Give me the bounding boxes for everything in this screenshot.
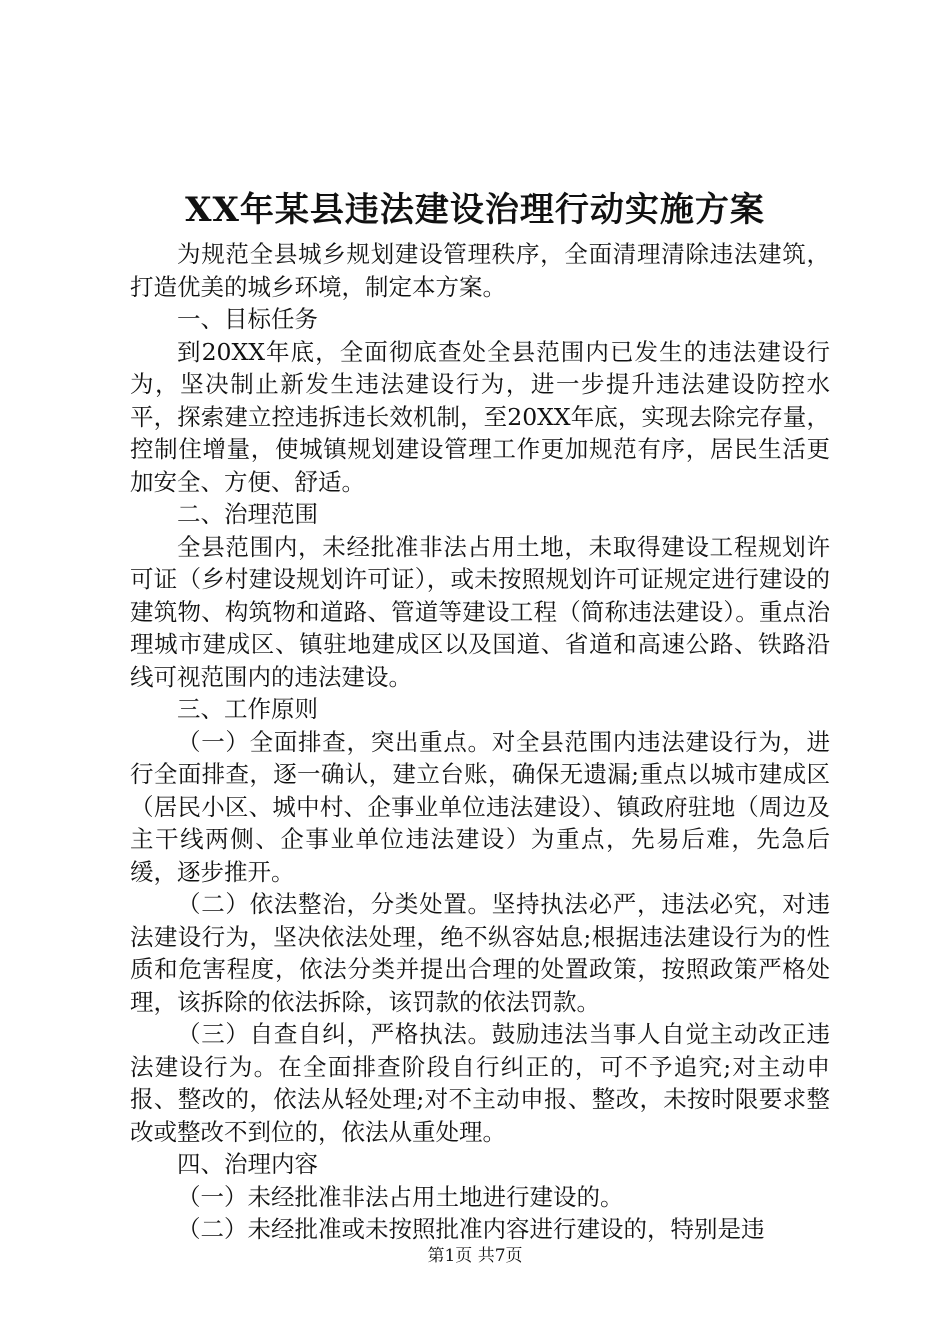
body-paragraph: （二）未经批准或未按照批准内容进行建设的，特别是违 xyxy=(177,1215,765,1243)
body-paragraph: （三）自查自纠，严格执法。鼓励违法当事人自觉主动改正违法建设行为。在全面排查阶段自行纠正的，可不予追究;对主动申报、整改的，依法从轻处理;对不主动申报、整改，未按时限要求整改或整改不到位的，依法从重处理。 xyxy=(130,1020,830,1146)
body-paragraph: 到20XX年底，全面彻底查处全县范围内已发生的违法建设行为，坚决制止新发生违法建设行为，进一步提升违法建设防控水平，探索建立控违拆违长效机制，至20XX年底，实现去除完存量，控制住增量，使城镇规划建设管理工作更加规范有序，居民生活更加安全、方便、舒适。 xyxy=(130,337,830,496)
body-paragraph: 全县范围内，未经批准非法占用土地，未取得建设工程规划许可证（乡村建设规划许可证），或未按照规划许可证规定进行建设的建筑物、构筑物和道路、管道等建设工程（简称违法建设）。重点治理城市建成区、镇驻地建成区以及国道、省道和高速公路、铁路沿线可视范围内的违法建设。 xyxy=(130,532,830,691)
body-paragraph: （一）全面排查，突出重点。对全县范围内违法建设行为，进行全面排查，逐一确认，建立台账，确保无遗漏;重点以城市建成区（居民小区、城中村、企事业单位违法建设）、镇政府驻地（周边及主干线两侧、企事业单位违法建设）为重点，先易后难，先急后缓，逐步推开。 xyxy=(130,727,830,886)
section-heading: 一、目标任务 xyxy=(177,305,318,333)
body-paragraph: （一）未经批准非法占用土地进行建设的。 xyxy=(177,1182,624,1211)
document-title: XX年某县违法建设治理行动实施方案 xyxy=(185,190,765,230)
section-heading: 三、工作原则 xyxy=(177,695,318,723)
section-heading: 二、治理范围 xyxy=(177,500,318,528)
intro-paragraph: 为规范全县城乡规划建设管理秩序，全面清理清除违法建筑，打造优美的城乡环境，制定本方案。 xyxy=(130,240,830,301)
page-number-footer: 第1页 共7页 xyxy=(427,1246,523,1266)
body-paragraph: （二）依法整治，分类处置。坚持执法必严，违法必究，对违法建设行为，坚决依法处理，绝不纵容姑息;根据违法建设行为的性质和危害程度，依法分类并提出合理的处置政策，按照政策严格处理，该拆除的依法拆除，该罚款的依法罚款。 xyxy=(130,890,830,1016)
document-body xyxy=(130,238,830,1246)
section-heading: 四、治理内容 xyxy=(177,1150,318,1178)
